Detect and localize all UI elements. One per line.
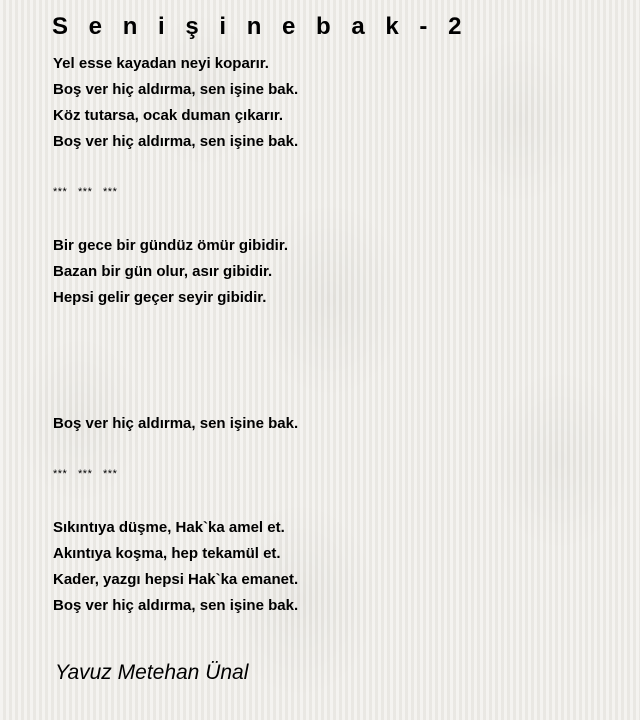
poem-title: S e n i ş i n e b a k - 2	[52, 13, 469, 40]
author-name: Yavuz Metehan Ünal	[55, 661, 249, 684]
poem-line: Hepsi gelir geçer seyir gibidir.	[53, 289, 267, 306]
poem-line: Boş ver hiç aldırma, sen işine bak.	[53, 415, 299, 432]
poem-line: Boş ver hiç aldırma, sen işine bak.	[53, 597, 299, 614]
poem-line: Yel esse kayadan neyi koparır.	[53, 55, 269, 72]
poem-line: Kader, yazgı hepsi Hak`ka emanet.	[53, 571, 299, 588]
poem-line: Sıkıntıya düşme, Hak`ka amel et.	[53, 519, 285, 536]
poem-line: Boş ver hiç aldırma, sen işine bak.	[53, 81, 299, 98]
stanza-separator: *** *** ***	[53, 186, 118, 198]
poem-line: Köz tutarsa, ocak duman çıkarır.	[53, 107, 284, 124]
stanza-separator: *** *** ***	[53, 468, 118, 480]
poem-line: Bir gece bir gündüz ömür gibidir.	[53, 237, 289, 254]
poem-line: Boş ver hiç aldırma, sen işine bak.	[53, 133, 299, 150]
poem-line: Akıntıya koşma, hep tekamül et.	[53, 545, 281, 562]
poem-line: Bazan bir gün olur, asır gibidir.	[53, 263, 273, 280]
